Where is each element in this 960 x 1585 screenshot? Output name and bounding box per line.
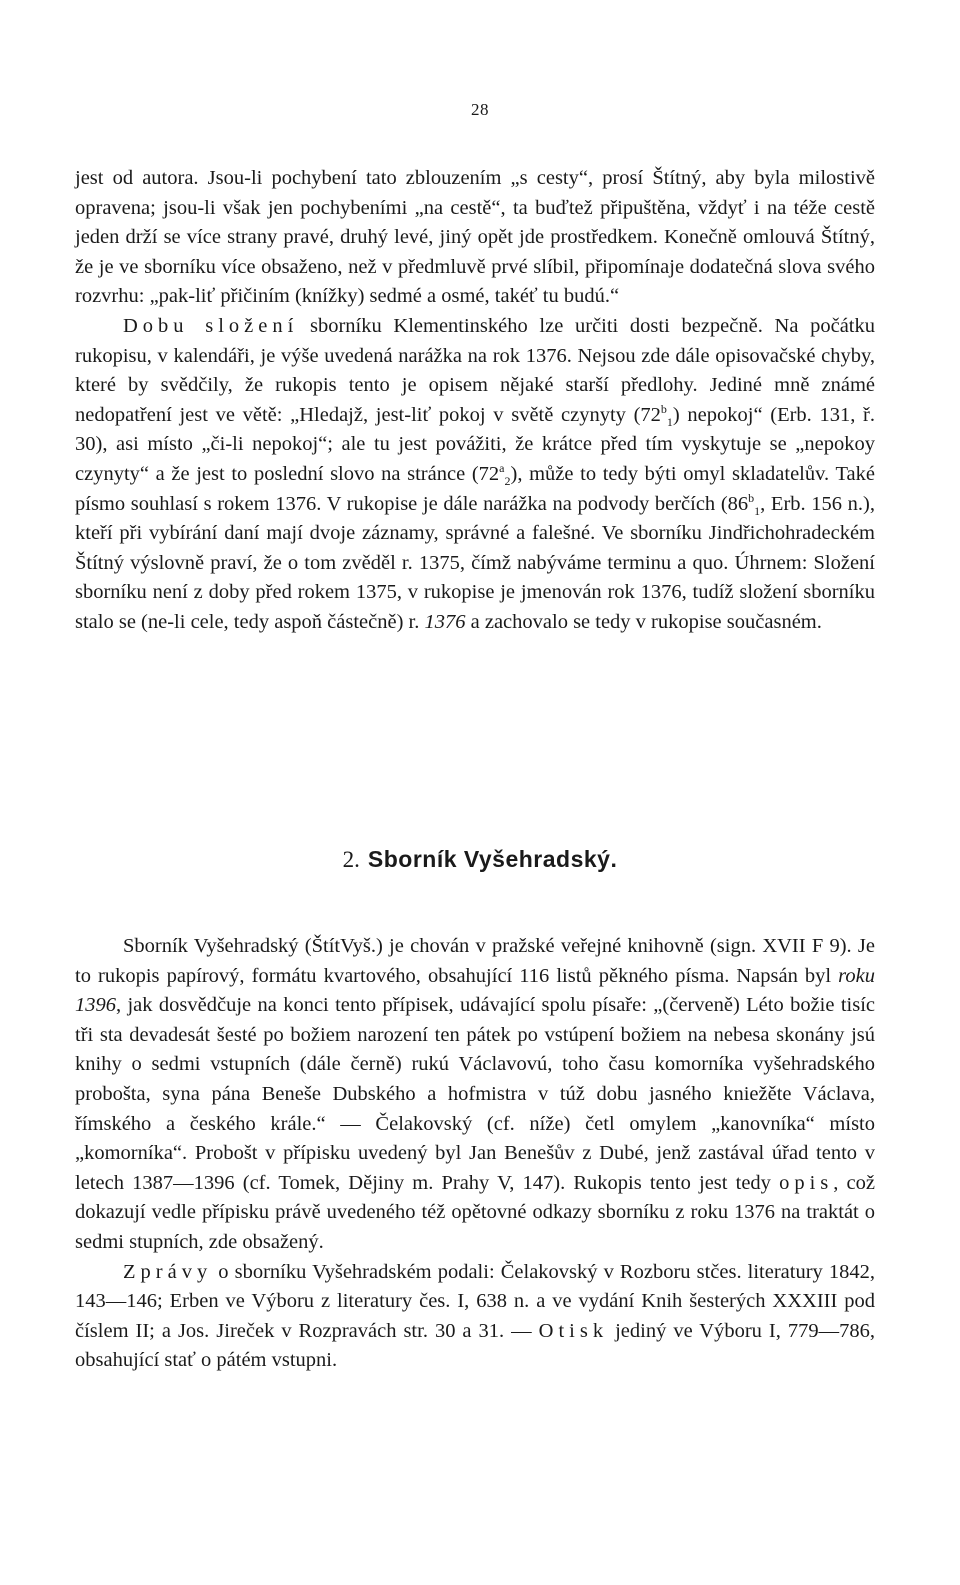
section-vysehradsky-text — [75, 932, 875, 1376]
subscript: 1 — [666, 414, 673, 429]
italic-year: 1376 — [424, 610, 466, 633]
paragraph-text: , Erb. 156 n.), kteří při vybírání daní mají dvoje záznamy, správné a falešné. Ve sborníku Jindřichohradeckém Štítný výslovně praví, že o tom zvěděl r. 1375, čímž nabýváme terminu a quo. Úhrnem: Složení sborníku není z doby před rokem 1375, v rukopise je jmenován rok 1376, tudíž složení sborníku stalo se (ne-li cele, tedy aspoň částečně) r. — [75, 492, 875, 633]
paragraph-description — [75, 932, 875, 1258]
spaced-emphasis: Dobu složení — [123, 314, 299, 337]
paragraph-text: a zachovalo se tedy v rukopise současném. — [465, 610, 822, 633]
section-heading — [0, 846, 960, 873]
paragraph-text: ) nepokoj“ (Erb. 131, ř. 30), asi místo „či-li nepokoj“; ale tu jest povážiti, že krátce před tím vyskytuje se „nepokoy czynyty“ a že jest to poslední slovo na stránce (72 — [75, 403, 875, 485]
paragraph-references — [75, 1258, 875, 1376]
paragraph-text: sborníku Klementinského lze určiti dosti bezpečně. Na počátku rukopisu, v kalendáři, je výše uvedená narážka na rok 1376. Nejsou zde dále opisovačské chyby, které by svědčily, že rukopis tento je opisem nějaké starší předlohy. Jediné mně známé nedopatření jest ve větě: „Hledajž, jest-liť pokoj v světě czynyty (72 — [75, 314, 875, 426]
paragraph-text: Sborník Vyšehradský (ŠtítVyš.) je chován v pražské veřejné knihovně (sign. XVII F 9). Je to rukopis papírový, formátu kvartového, obsahující 116 listů pěkného písma. Napsán byl — [75, 935, 875, 987]
paragraph-text: jest od autora. Jsou-li pochybení tato zblouzením „s cesty“, prosí Štítný, aby byla milostivě opravena; jsou-li však jen pochybeními „na cestě“, ta buďtež připuštěna, vždyť i na téže cestě jeden drží se více strany pravé, druhý levé, jiný opět jde prostředkem. Konečně omlouvá Štítný, že je ve sborníku více obsaženo, než v předmluvě prvé slíbil, připomínaje dodatečná slova svého rozvrhu: „pak-liť přičiním (knížky) sedmé a osmé, takéť tu budú.“ — [75, 167, 875, 308]
italic-date: roku 1396 — [75, 964, 875, 1017]
paragraph-text: ), může to tedy býti omyl skladatelův. Také písmo souhlasí s rokem 1376. V rukopise je dále narážka na podvody berčích (86 — [75, 462, 875, 515]
paragraph-text: , což dokazují vedle přípisku právě uvedeného též opětovné odkazy sborníku z roku 1376 na traktát o sedmi stupních, zde obsažený. — [75, 1171, 875, 1253]
section-klementinsky-text — [75, 164, 875, 638]
subscript: 2 — [504, 474, 511, 489]
spaced-emphasis: Zprávy — [123, 1260, 213, 1283]
superscript: a — [499, 461, 505, 476]
paragraph-text: o sborníku Vyšehradském podali: Čelakovský v Rozboru stčes. literatury 1842, 143—146; Erben ve Výboru z literatury čes. I, 638 n. a ve vydání Knih šesterých XXXIII pod číslem II; a Jos. Jireček v Rozpravách str. 30 a 31. — — [75, 1260, 875, 1342]
spaced-emphasis: opis — [779, 1171, 834, 1194]
subscript: 1 — [754, 503, 761, 518]
superscript: b — [748, 490, 755, 505]
spaced-emphasis: Otisk — [538, 1319, 609, 1342]
paragraph — [75, 164, 875, 312]
paragraph-dating — [75, 312, 875, 638]
paragraph-text: , jak dosvědčuje na konci tento přípisek, udávající spolu písaře: „(červeně) Léto božie tisíc tři sta devadesát šesté po božiem narození ten pátek po vstúpení božiem na nebesa skonány jsú knihy o sedmi vstupních (dále černě) rukú Václavovú, toho času komorníka vyšehradského probošta, syna pána Beneše Dubského a hofmistra v túž dobu jasného kniežěte Václava, římského a českého krále.“ — Čelakovský (cf. níže) četl omylem „kanovníka“ místo „komorníka“. Probošt v přípisku uvedený byl Jan Benešův z Dubé, jenž zastával úřad tento v letech 1387—1396 (cf. Tomek, Dějiny m. Prahy V, 147). Rukopis tento jest tedy — [75, 994, 875, 1194]
paragraph-text: jediný ve Výboru I, 779—786, obsahující stať o pátém vstupni. — [75, 1319, 875, 1372]
superscript: b — [660, 401, 667, 416]
section-title: Sborník Vyšehradský. — [367, 846, 618, 872]
section-number: 2. — [342, 847, 360, 872]
page-number: 28 — [471, 100, 489, 119]
